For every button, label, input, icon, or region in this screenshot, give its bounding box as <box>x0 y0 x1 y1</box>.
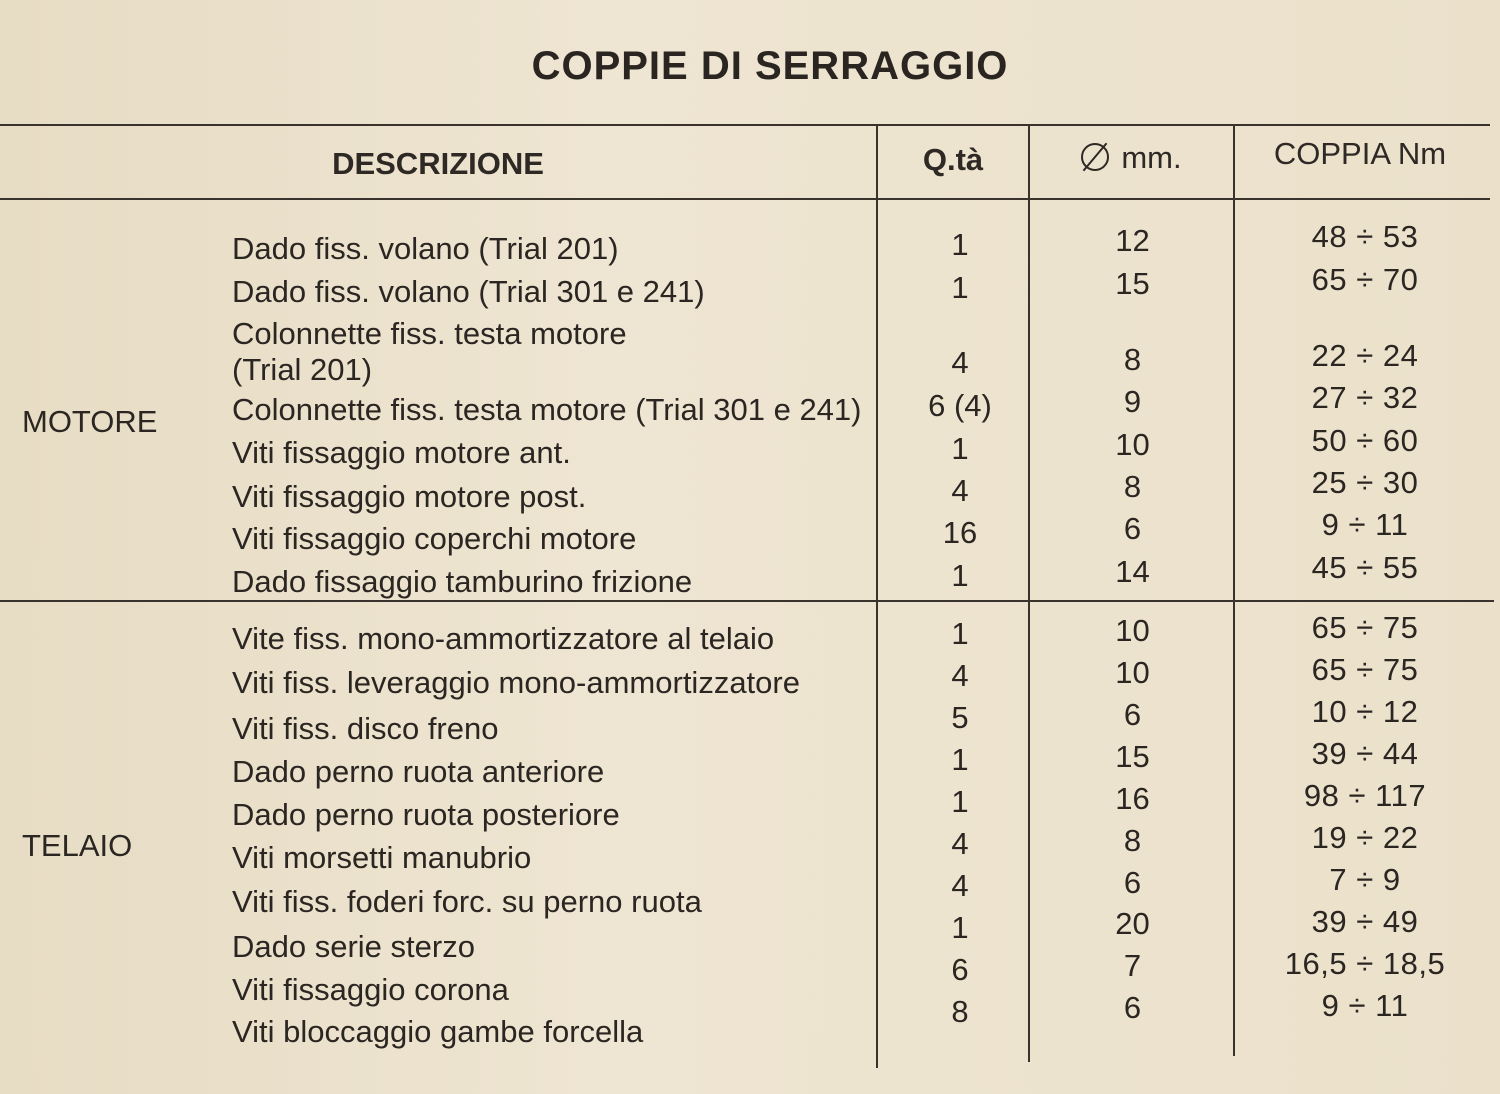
group-divider-rule <box>0 600 1494 602</box>
row-description: Vite fiss. mono-ammortizzatore al telaio <box>232 621 775 656</box>
row-qty: 5 <box>951 700 969 735</box>
row-description: Viti fissaggio motore ant. <box>232 435 571 470</box>
row-qty: 1 <box>951 431 969 466</box>
row-description: Dado fiss. volano (Trial 201) <box>232 231 619 266</box>
row-torque: 39 ÷ 44 <box>1311 736 1419 771</box>
row-qty: 6 <box>951 952 969 987</box>
row-torque: 65 ÷ 75 <box>1311 652 1419 687</box>
row-torque: 65 ÷ 70 <box>1311 262 1419 297</box>
row-description: Colonnette fiss. testa motore <box>232 316 627 351</box>
row-qty: 4 <box>951 868 969 903</box>
row-description: Viti fissaggio corona <box>232 972 509 1007</box>
row-description: Viti fissaggio coperchi motore <box>232 521 637 556</box>
row-torque: 27 ÷ 32 <box>1311 380 1419 415</box>
row-qty: 4 <box>951 345 969 380</box>
row-diameter: 8 <box>1123 823 1142 858</box>
row-description: Viti fiss. disco freno <box>232 711 499 746</box>
row-qty: 1 <box>951 270 969 305</box>
row-description: Dado perno ruota posteriore <box>232 797 620 832</box>
row-diameter: 14 <box>1115 554 1150 589</box>
row-qty: 8 <box>951 994 969 1029</box>
row-diameter: 6 <box>1123 990 1142 1025</box>
row-description: Viti bloccaggio gambe forcella <box>232 1014 644 1049</box>
row-diameter: 10 <box>1115 655 1150 690</box>
row-qty: 1 <box>951 742 969 777</box>
row-qty: 1 <box>951 227 969 262</box>
row-diameter: 20 <box>1115 906 1150 941</box>
group-label-motore: MOTORE <box>22 404 158 439</box>
row-torque: 16,5 ÷ 18,5 <box>1284 946 1446 981</box>
row-torque: 19 ÷ 22 <box>1311 820 1419 855</box>
row-diameter: 9 <box>1123 384 1142 419</box>
row-torque: 39 ÷ 49 <box>1311 904 1419 939</box>
row-torque: 98 ÷ 117 <box>1303 778 1427 813</box>
header-bottom-rule <box>0 198 1490 200</box>
header-quantity: Q.tà <box>922 142 984 177</box>
header-diameter-unit: mm. <box>1121 140 1182 175</box>
row-diameter: 7 <box>1123 948 1142 983</box>
row-description: Dado perno ruota anteriore <box>232 754 605 789</box>
row-qty: 1 <box>951 616 969 651</box>
row-description: Viti fissaggio motore post. <box>232 479 587 514</box>
row-description: Dado serie sterzo <box>232 929 475 964</box>
column-divider-qty <box>876 124 878 1068</box>
row-torque: 50 ÷ 60 <box>1311 423 1419 458</box>
row-diameter: 10 <box>1115 427 1150 462</box>
row-torque: 9 ÷ 11 <box>1321 988 1409 1023</box>
row-diameter: 15 <box>1115 266 1150 301</box>
row-description-line2: (Trial 201) <box>232 352 373 387</box>
row-diameter: 16 <box>1115 781 1150 816</box>
row-diameter: 12 <box>1115 223 1150 258</box>
row-description: Viti fiss. leveraggio mono-ammortizzatore <box>232 665 800 700</box>
row-description: Viti fiss. foderi forc. su perno ruota <box>232 884 702 919</box>
row-qty: 1 <box>951 558 969 593</box>
table-top-rule <box>0 124 1490 126</box>
row-torque: 7 ÷ 9 <box>1329 862 1401 897</box>
row-qty: 16 <box>942 515 978 550</box>
row-description: Colonnette fiss. testa motore (Trial 301 e 241) <box>232 392 862 427</box>
diameter-icon <box>1081 143 1109 171</box>
row-diameter: 8 <box>1123 469 1142 504</box>
row-qty: 4 <box>951 826 969 861</box>
row-diameter: 6 <box>1123 697 1142 732</box>
header-description: DESCRIZIONE <box>332 146 544 181</box>
header-diameter <box>1030 140 1233 176</box>
group-label-telaio: TELAIO <box>22 828 133 863</box>
row-diameter: 10 <box>1115 613 1150 648</box>
row-diameter: 15 <box>1115 739 1150 774</box>
header-torque: COPPIA Nm <box>1273 136 1447 171</box>
row-torque: 10 ÷ 12 <box>1311 694 1419 729</box>
row-diameter: 6 <box>1123 511 1142 546</box>
row-qty: 4 <box>951 658 969 693</box>
row-qty: 6 (4) <box>928 388 992 423</box>
row-torque: 65 ÷ 75 <box>1311 610 1419 645</box>
row-torque: 45 ÷ 55 <box>1311 550 1419 585</box>
row-diameter: 6 <box>1123 865 1142 900</box>
row-torque: 9 ÷ 11 <box>1321 507 1409 542</box>
row-description: Dado fiss. volano (Trial 301 e 241) <box>232 274 705 309</box>
row-torque: 25 ÷ 30 <box>1311 465 1419 500</box>
row-torque: 22 ÷ 24 <box>1311 338 1419 373</box>
row-qty: 1 <box>951 784 969 819</box>
row-qty: 4 <box>951 473 969 508</box>
row-diameter: 8 <box>1123 342 1142 377</box>
row-qty: 1 <box>951 910 969 945</box>
row-torque: 48 ÷ 53 <box>1311 219 1419 254</box>
row-description: Dado fissaggio tamburino frizione <box>232 564 693 599</box>
page-title: COPPIE DI SERRAGGIO <box>531 44 1009 88</box>
row-description: Viti morsetti manubrio <box>232 840 532 875</box>
